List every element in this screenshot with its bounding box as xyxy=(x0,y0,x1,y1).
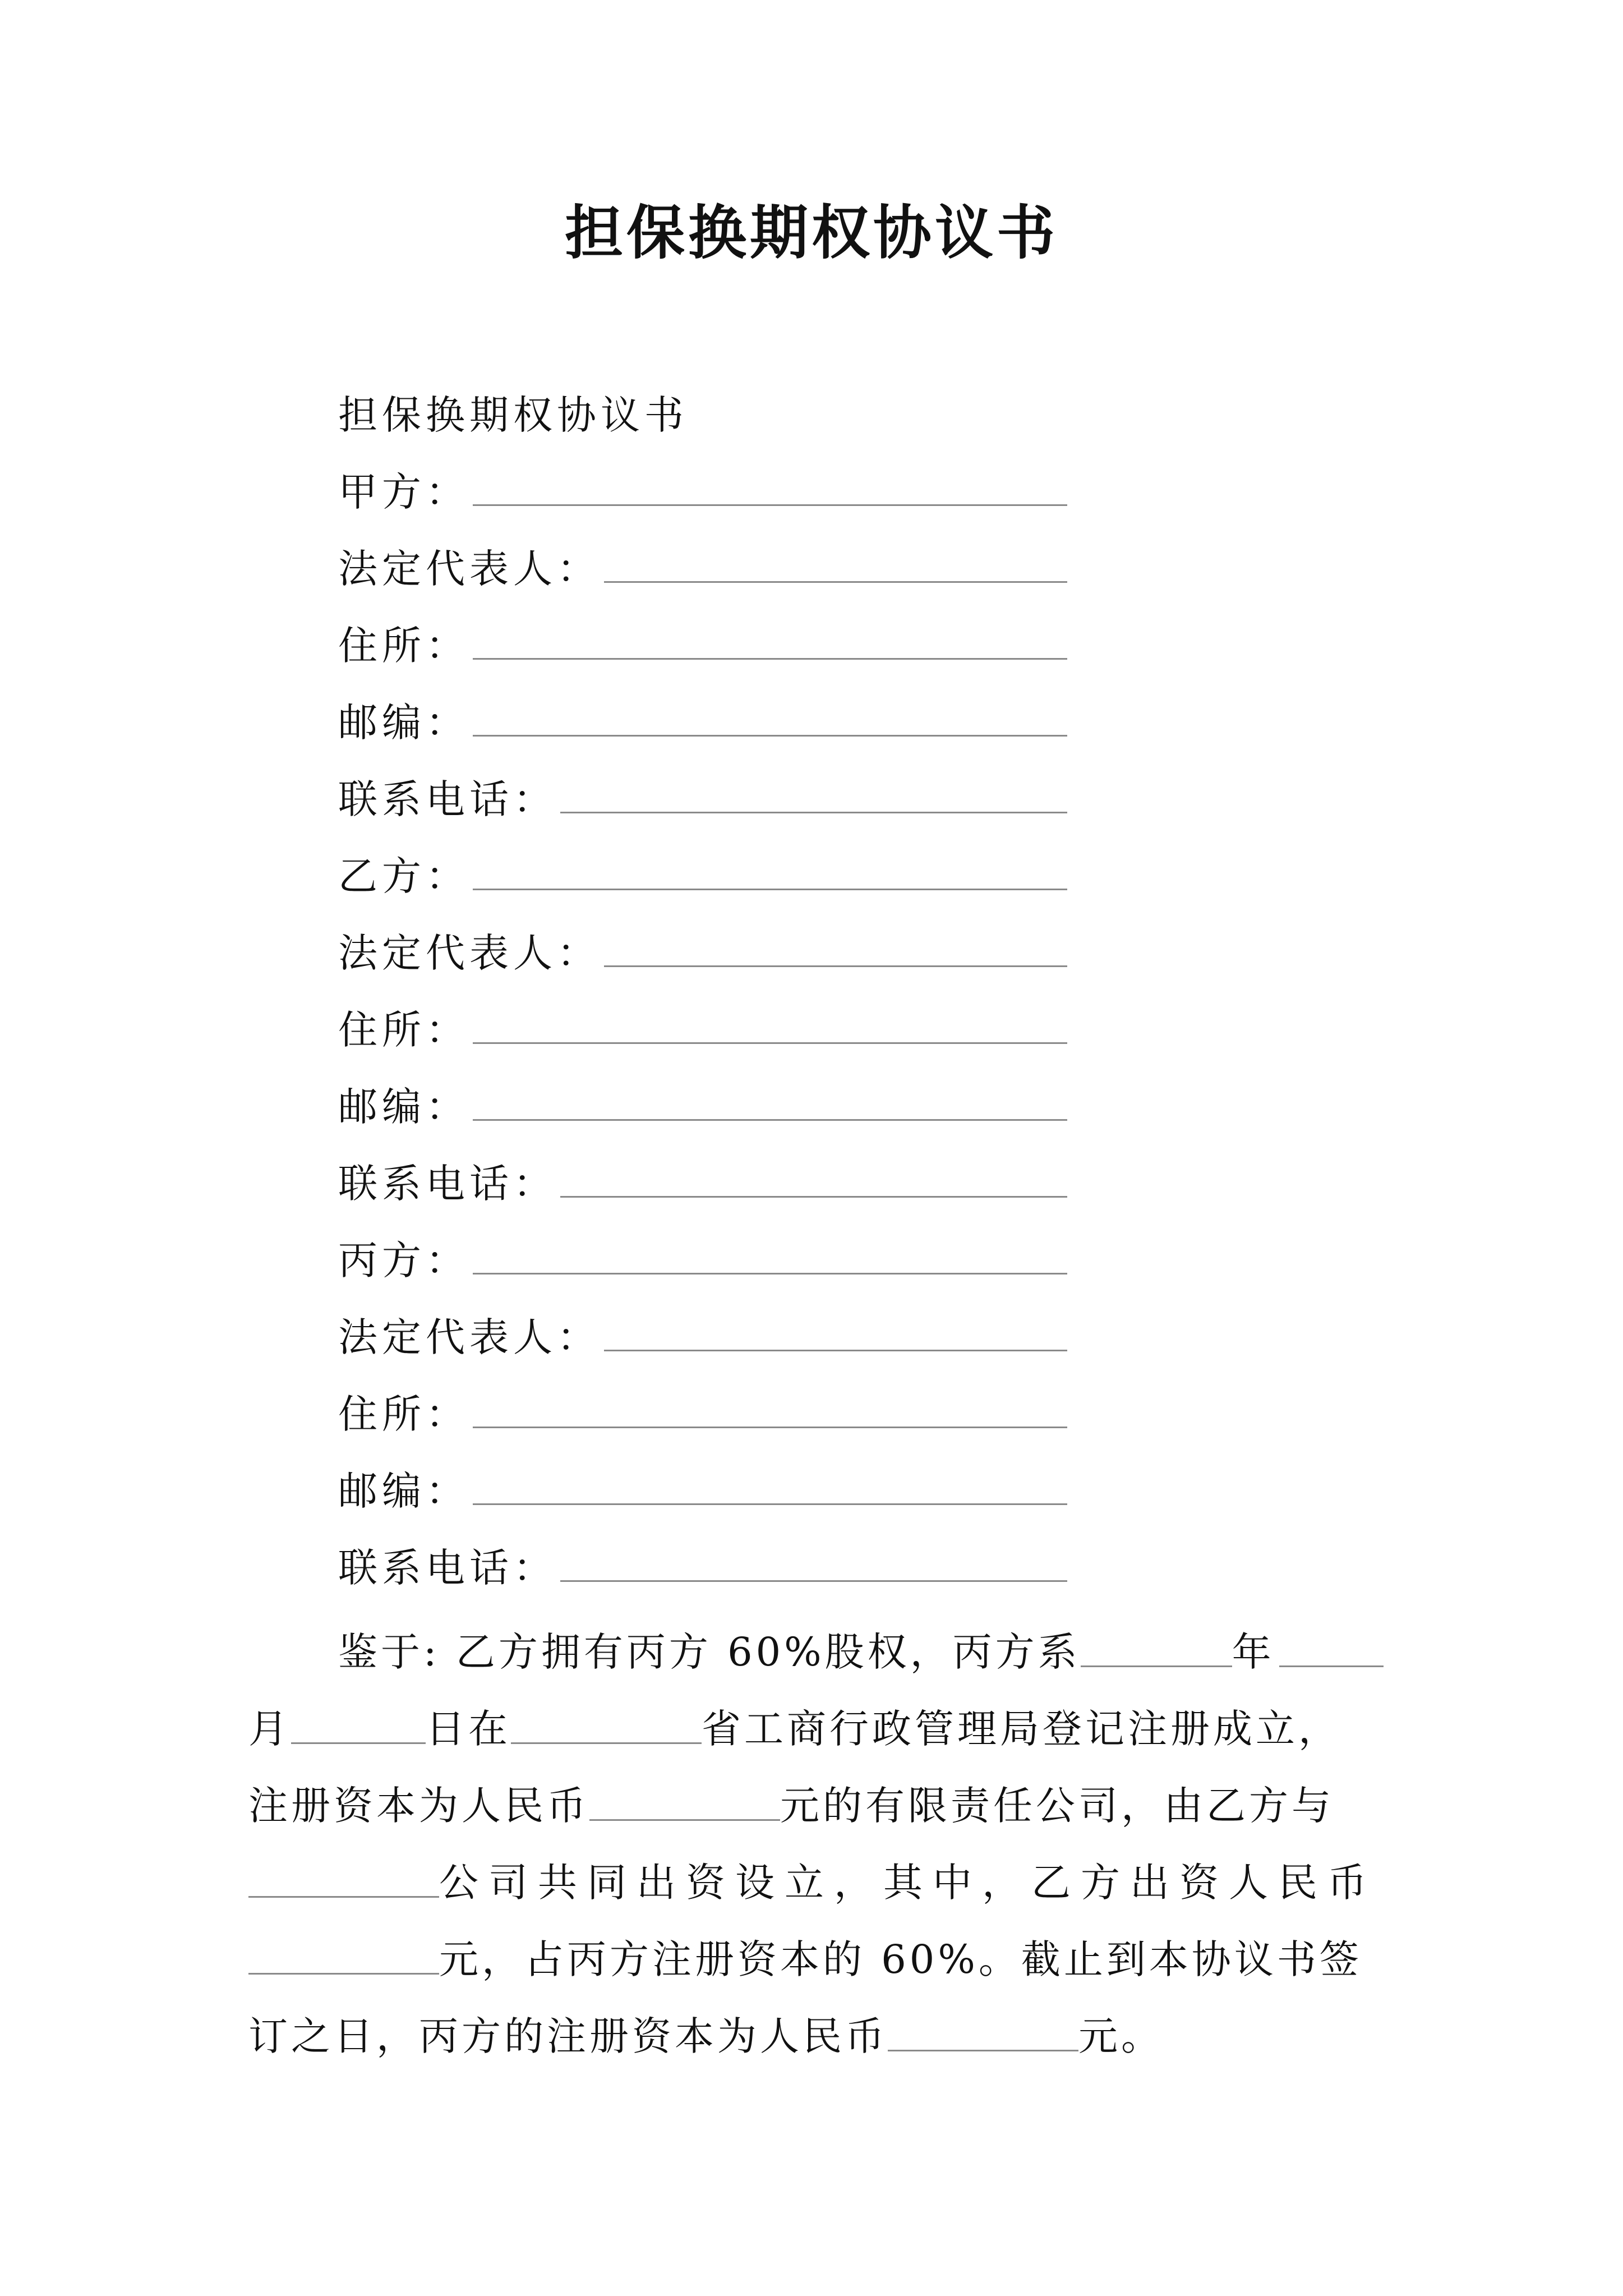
party-c-address-row xyxy=(338,1376,1067,1453)
party-b-name-blank[interactable] xyxy=(473,838,1067,890)
party-c-postcode-row xyxy=(338,1453,1067,1530)
established-month-blank[interactable] xyxy=(1279,1614,1384,1667)
party-c-postcode-label: 邮编： xyxy=(338,1468,469,1514)
party-c-rep-label: 法定代表人： xyxy=(338,1314,601,1360)
party-b-rep-row xyxy=(338,915,1067,992)
party-a-phone-row xyxy=(338,761,1067,838)
recital-text-3b: 元的有限责任公司，由乙方与 xyxy=(780,1783,1334,1829)
party-b-postcode-blank[interactable] xyxy=(473,1069,1067,1121)
party-b-phone-blank[interactable] xyxy=(560,1145,1067,1198)
party-a-name-blank[interactable] xyxy=(473,454,1067,506)
province-blank[interactable] xyxy=(511,1691,702,1744)
party-c-phone-blank[interactable] xyxy=(560,1530,1067,1582)
recital-line-6 xyxy=(248,1998,1388,2075)
party-c-rep-blank[interactable] xyxy=(604,1299,1067,1351)
recital-text-6b: 元。 xyxy=(1078,2013,1164,2059)
party-a-phone-blank[interactable] xyxy=(560,761,1067,813)
recital-text-1b: 年 xyxy=(1232,1629,1275,1675)
party-c-name-blank[interactable] xyxy=(473,1222,1067,1274)
party-c-postcode-blank[interactable] xyxy=(473,1453,1067,1505)
party-a-name-row xyxy=(338,454,1067,531)
document-subtitle: 担保换期权协议书 xyxy=(338,392,688,438)
recital-text-2c: 省工商行政管理局登记注册成立， xyxy=(702,1706,1341,1752)
recital-text-2b: 日在 xyxy=(426,1706,511,1752)
party-b-phone-row xyxy=(338,1145,1067,1222)
party-a-name-label: 甲方： xyxy=(338,469,469,515)
recital-line-2 xyxy=(248,1691,1388,1768)
party-a-address-blank[interactable] xyxy=(473,608,1067,660)
recital-line-3 xyxy=(248,1768,1388,1844)
party-fields xyxy=(338,377,1067,1607)
recital-line-4 xyxy=(248,1844,1388,1921)
party-b-address-row xyxy=(338,992,1067,1069)
party-c-phone-label: 联系电话： xyxy=(338,1545,557,1591)
party-a-postcode-blank[interactable] xyxy=(473,684,1067,737)
recital-text-2a: 月 xyxy=(248,1706,291,1752)
registered-capital-blank[interactable] xyxy=(589,1768,780,1821)
current-capital-blank[interactable] xyxy=(888,1998,1078,2051)
party-a-address-label: 住所： xyxy=(338,623,469,669)
recital-line-1 xyxy=(248,1614,1388,1691)
party-a-postcode-label: 邮编： xyxy=(338,700,469,746)
party-b-address-blank[interactable] xyxy=(473,992,1067,1044)
recital-text-6a: 订之日，丙方的注册资本为人民币 xyxy=(248,2013,888,2059)
recital-text-3a: 注册资本为人民币 xyxy=(248,1783,589,1829)
partner-company-blank[interactable] xyxy=(248,1844,439,1898)
party-b-postcode-label: 邮编： xyxy=(338,1084,469,1130)
party-c-rep-row xyxy=(338,1299,1067,1376)
party-a-phone-label: 联系电话： xyxy=(338,776,557,822)
party-a-rep-label: 法定代表人： xyxy=(338,546,601,592)
party-c-address-label: 住所： xyxy=(338,1391,469,1437)
party-b-name-label: 乙方： xyxy=(338,853,469,899)
established-day-blank[interactable] xyxy=(291,1691,426,1744)
party-a-rep-blank[interactable] xyxy=(604,531,1067,583)
party-a-postcode-row xyxy=(338,684,1067,761)
party-c-address-blank[interactable] xyxy=(473,1376,1067,1428)
recital-paragraph xyxy=(248,1614,1388,2075)
party-c-name-row xyxy=(338,1222,1067,1299)
party-a-rep-row xyxy=(338,531,1067,608)
party-a-address-row xyxy=(338,608,1067,684)
recital-text-4a: 公司共同出资设立，其中，乙方出资人民币 xyxy=(439,1860,1377,1906)
recital-line-5 xyxy=(248,1921,1388,1998)
party-c-name-label: 丙方： xyxy=(338,1237,469,1283)
recital-text-5a: 元，占丙方注册资本的 60%。截止到本协议书签 xyxy=(439,1936,1362,1982)
party-b-postcode-row xyxy=(338,1069,1067,1145)
party-b-address-label: 住所： xyxy=(338,1007,469,1053)
established-year-blank[interactable] xyxy=(1081,1614,1232,1667)
party-b-phone-label: 联系电话： xyxy=(338,1161,557,1207)
party-b-rep-label: 法定代表人： xyxy=(338,930,601,976)
party-b-rep-blank[interactable] xyxy=(604,915,1067,967)
party-c-phone-row xyxy=(338,1530,1067,1607)
recital-text-1a: 鉴于: 乙方拥有丙方 60%股权，丙方系 xyxy=(338,1629,1081,1675)
party-b-contribution-blank[interactable] xyxy=(248,1921,439,1975)
party-b-name-row xyxy=(338,838,1067,915)
document-title: 担保换期权协议书 xyxy=(564,198,1058,267)
